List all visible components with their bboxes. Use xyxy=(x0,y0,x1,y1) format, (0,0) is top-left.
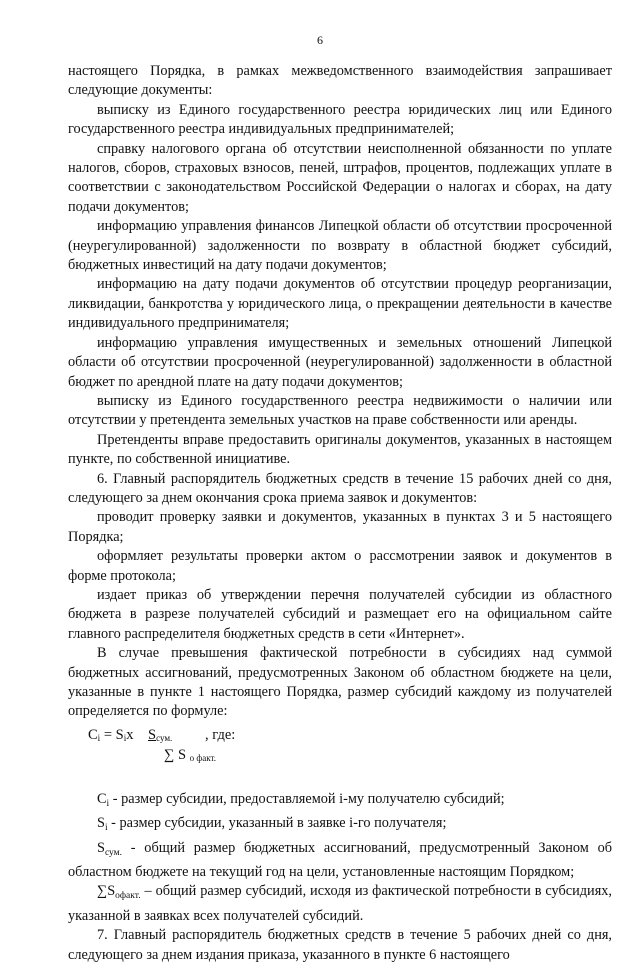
paragraph: справку налогового органа об отсутствии неисполненной обязанности по уплате налогов, сборов, страховых взносов, пеней, штрафов, процентов, подлежащих уплате в соответствии с законодательством Российской Федерации о налогах и сборах, на дату подачи документов; xyxy=(68,140,612,215)
subsidy-formula xyxy=(88,726,612,778)
paragraphs-before xyxy=(68,62,612,722)
document-body xyxy=(68,62,612,965)
definition-subscript: сум. xyxy=(104,847,123,858)
definition-symbol: ∑S xyxy=(97,883,116,900)
paragraph: В случае превышения фактической потребности в субсидиях над суммой бюджетных ассигнований, предусмотренных Законом об областном бюджете на цели, указанные в пункте 1 настоящего Порядка, размер субсидий каждому из получателей определяется по формуле: xyxy=(68,645,612,720)
formula-numerator: $S_{сум.}$ xyxy=(148,726,173,743)
paragraph: выписку из Единого государственного реестра недвижимости о наличии или отсутствии у претендента земельных участков на праве собственности или аренды. xyxy=(68,392,612,429)
definition-text: – общий размер субсидий, исходя из фактической потребности в субсидиях, указанной в заявках всех получателей субсидий. xyxy=(68,883,612,924)
definition-symbol: C xyxy=(97,790,107,807)
definition-text: - общий размер бюджетных ассигнований, предусмотренный Законом об областном бюджете на текущий год на цели, установленные настоящим Порядком; xyxy=(68,839,612,881)
definition-subscript: офакт. xyxy=(115,891,141,902)
paragraph: информацию управления финансов Липецкой области об отсутствии просроченной (неурегулированной) задолженности по возврату в областной бюджет субсидий, бюджетных инвестиций на дату подачи документов; xyxy=(68,218,612,274)
paragraph: издает приказ об утверждении перечня получателей субсидии из областного бюджета в разрезе получателей субсидий и размещает его на официальном сайте главного распределителя бюджетных средств в сети «Интернет». xyxy=(68,586,612,642)
page-number: 6 xyxy=(317,33,323,47)
formula-lhs: $C_i = S_ix$ xyxy=(88,726,134,743)
paragraph: оформляет результаты проверки актом о рассмотрении заявок и документов в форме протокола; xyxy=(68,548,612,584)
definition-subscript: i xyxy=(106,798,110,809)
paragraph: 6. Главный распорядитель бюджетных средств в течение 15 рабочих дней со дня, следующего за днем окончания срока приема заявок и документов: xyxy=(68,470,612,506)
formula-denominator: ∑ S $_{о факт.}$ xyxy=(164,746,216,763)
definition-symbol: S xyxy=(97,839,105,856)
definition-text: - размер субсидии, предоставляемой i-му получателю субсидий; xyxy=(109,790,505,807)
definition-item xyxy=(68,839,612,883)
definition-subscript: i xyxy=(104,823,108,834)
formula-definitions xyxy=(68,790,612,926)
paragraph: проводит проверку заявки и документов, указанных в пунктах 3 и 5 настоящего Порядка; xyxy=(68,509,612,545)
paragraph-7: 7. Главный распорядитель бюджетных средств в течение 5 рабочих дней со дня, следующего за днем издания приказа, указанного в пункте 6 настоящего xyxy=(68,927,612,963)
definition-text: - размер субсидии, указанный в заявке i-го получателя; xyxy=(107,815,447,832)
paragraph: настоящего Порядка, в рамках межведомственного взаимодействия запрашивает следующие документы: xyxy=(68,63,612,99)
definition-item xyxy=(68,882,612,926)
definition-symbol: S xyxy=(97,815,105,832)
paragraph: информацию управления имущественных и земельных отношений Липецкой области об отсутствии просроченной (неурегулированной) задолженности в областной бюджет по арендной плате на дату подачи документов; xyxy=(68,334,612,390)
definition-item xyxy=(68,814,612,838)
paragraph: выписку из Единого государственного реестра юридических лиц или Единого государственного реестра индивидуальных предпринимателей; xyxy=(68,101,612,138)
formula-where: , где: xyxy=(205,726,236,743)
paragraph: информацию на дату подачи документов об отсутствии процедур реорганизации, ликвидации, банкротства у юридического лица, о прекращении деятельности в качестве индивидуального предпринимателя; xyxy=(68,276,612,332)
definition-item xyxy=(68,790,612,814)
paragraph: Претенденты вправе предоставить оригиналы документов, указанных в настоящем пункте, по собственной инициативе. xyxy=(68,431,612,468)
